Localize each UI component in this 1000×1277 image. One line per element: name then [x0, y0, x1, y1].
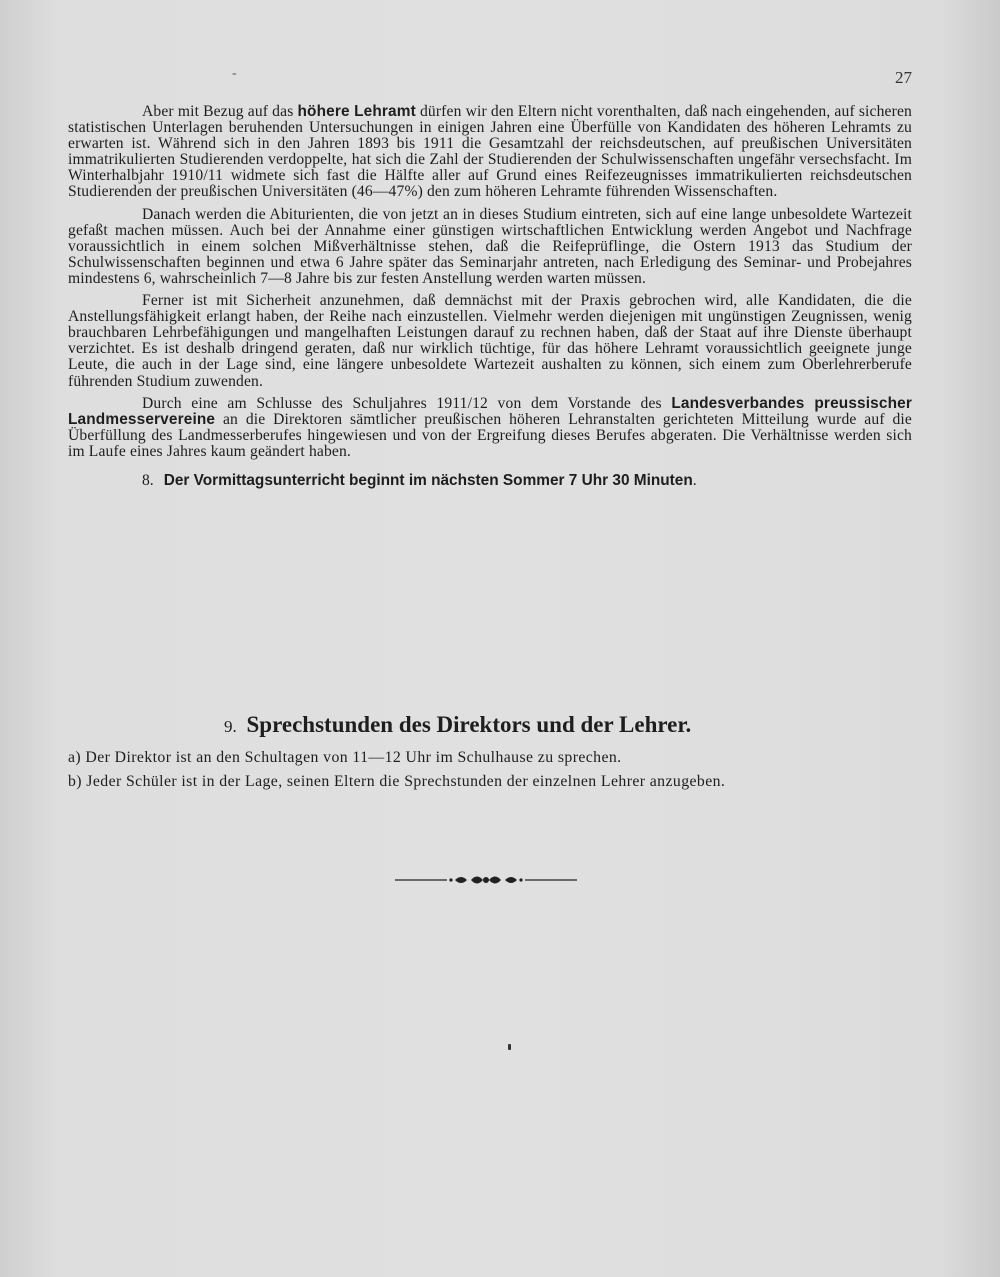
- paragraph-text: Aber mit Bezug auf das: [142, 103, 298, 120]
- section-title: Sprechstunden des Direktors und der Lehrer.: [246, 712, 692, 737]
- paragraph-text: an die Direktoren sämtlicher preußischen höheren Lehranstalten gerichteten Mitteilung wurde auf die Überfüllung des Landmesserberufes hingewiesen und von der Ergreifung dieses Berufes abgeraten. Die Verhältnisse werden sich im Laufe eines Jahres kaum geändert haben.: [68, 410, 912, 460]
- item-8: [68, 472, 912, 490]
- paragraph-abiturienten: [68, 207, 912, 287]
- paragraph-kandidaten: [68, 293, 912, 390]
- paragraph-text: Ferner ist mit Sicherheit anzunehmen, daß demnächst mit der Praxis gebrochen wird, alle Kandidaten, die die Anstellungsfähigkeit erlangt haben, der Reihe nach einzustellen. Vielmehr werden diejenigen mit ungünstigen Zeugnissen, wenig brauchbaren Lehrbefähigungen und mangelhaften Leistungen darauf zu rechnen haben, daß der Staat auf ihre Dienste überhaupt verzichtet. Es ist deshalb dringend geraten, daß nur wirklich tüchtige, für das höhere Lehramt voraussichtlich geeignete junge Leute, die auch in der Lage sind, eine längere unbesoldete Wartezeit aushalten zu können, sich einem zum Oberlehrerberufe führenden Studium zuwenden.: [68, 292, 912, 390]
- item-number: 8.: [142, 471, 154, 489]
- body-text: [68, 104, 912, 490]
- paragraph-text: Durch eine am Schlusse des Schuljahres 1911/12 von dem Vorstande des: [142, 394, 672, 412]
- section-item-b: b) Jeder Schüler ist in der Lage, seinen Eltern die Sprechstunden der einzelnen Lehrer anzugeben.: [68, 773, 726, 790]
- item-8-text: Der Vormittagsunterricht beginnt im nächsten Sommer 7 Uhr 30 Minuten: [163, 471, 693, 489]
- page-number: 27: [895, 68, 912, 87]
- section-item-a: a) Der Direktor ist an den Schultagen von 11—12 Uhr im Schulhause zu sprechen.: [68, 749, 622, 766]
- paragraph-text: Danach werden die Abiturienten, die von jetzt an in dieses Studium eintreten, sich auf eine lange unbesoldete Wartezeit gefaßt machen müssen. Auch bei der Annahme einer günstigen wirtschaftlichen Entwicklung werden Angebot und Nachfrage voraussichtlich in einem solchen Mißverhältnisse stehen, daß die Reifeprüflinge, die Ostern 1913 das Studium der Schulwissenschaften beginnen und etwa 6 Jahre später das Seminarjahr antreten, nach Erledigung des Seminar- und Probejahres mindestens 6, wahrscheinlich 7—8 Jahre bis zur festen Anstellung werden warten müssen.: [68, 205, 912, 287]
- ornament-divider-icon: [395, 870, 577, 890]
- section-number: 9.: [224, 717, 237, 736]
- bold-term: Landesverbandes preussischer Landmesservereine: [68, 394, 912, 428]
- paragraph-text: dürfen wir den Eltern nicht vorenthalten, daß nach eingehenden, auf sicheren statistischen Unterlagen beruhenden Untersuchungen in einigen Jahren eine Überfülle von Kandidaten des höheren Lehramts zu erwarten ist. Während sich in den Jahren 1893 bis 1911 die Gesamtzahl der reichsdeutschen, auf preußischen Universitäten immatrikulierten Studierenden verdoppelte, hat sich die Zahl der Studierenden der Schulwissenschaften ungefähr versechsfacht. Im Winterhalbjahr 1910/11 widmete sich fast die Hälfte aller auf Grund eines Reifezeugnisses immatrikulierten reichsdeutschen Studierenden der preußischen Universitäten (46—47%) den zum höheren Lehramte führenden Wissenschaften.: [68, 103, 912, 201]
- section-9: [68, 712, 928, 796]
- bold-term: höhere Lehramt: [297, 103, 416, 120]
- section-heading: [68, 712, 928, 738]
- dash-mark: -: [232, 66, 237, 81]
- paragraph-hoeheres-lehramt: [68, 104, 912, 201]
- paragraph-landmesser: [68, 396, 912, 460]
- print-speck: [508, 1044, 511, 1050]
- item-8-end: .: [692, 471, 697, 489]
